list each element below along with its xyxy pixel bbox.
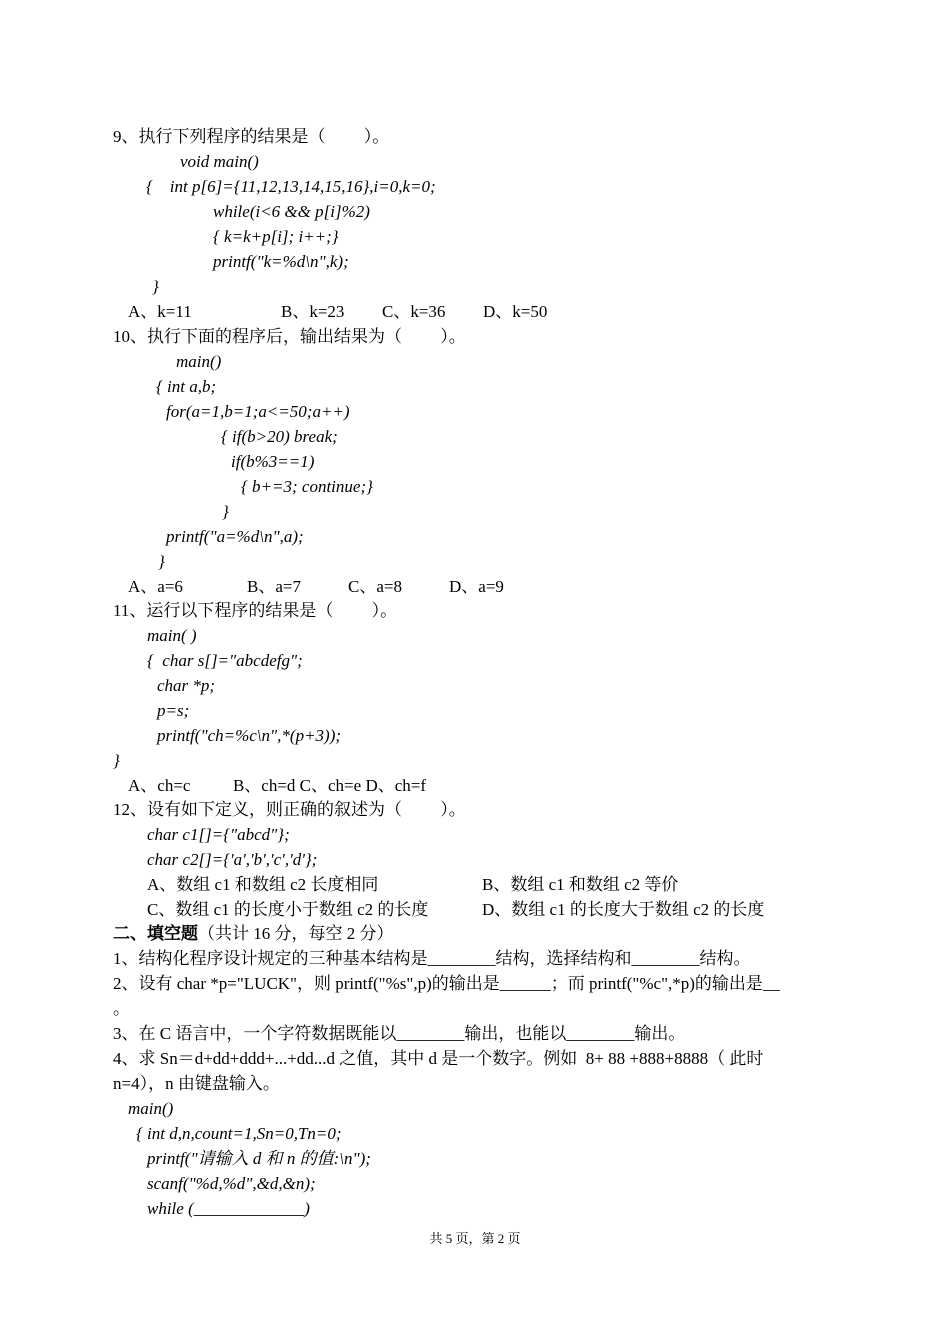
option-a: A、数组 c1 和数组 c2 长度相同 — [147, 875, 379, 894]
option-a: A、a=6 — [128, 577, 183, 596]
option-d: D、a=9 — [449, 577, 504, 596]
code-line: printf("ch=%c\n",*(p+3)); — [157, 726, 342, 745]
question-10-title: 10、执行下面的程序后，输出结果为（ ）。 — [113, 327, 466, 346]
code-line: main( ) — [147, 626, 197, 645]
fill-item-4: 4、求 Sn＝d+dd+ddd+...+dd...d 之值，其中 d 是一个数字。例如 8+ 88 +888+8888（ 此时 — [113, 1049, 764, 1068]
fill-item-1: 1、结构化程序设计规定的三种基本结构是________结构，选择结构和________结构。 — [113, 949, 751, 968]
code-line: p=s; — [157, 701, 190, 720]
question-11-title: 11、运行以下程序的结果是（ ）。 — [113, 601, 398, 620]
option-b: B、k=23 — [281, 302, 345, 321]
code-line: main() — [128, 1099, 174, 1118]
code-line: } — [158, 552, 165, 571]
option-a: A、k=11 — [128, 302, 192, 321]
code-line: char *p; — [157, 676, 216, 695]
code-line: scanf("%d,%d",&d,&n); — [147, 1174, 316, 1193]
code-line: { int d,n,count=1,Sn=0,Tn=0; — [136, 1124, 342, 1143]
fill-item-3: 3、在 C 语言中，一个字符数据既能以________输出，也能以________输出。 — [113, 1024, 686, 1043]
section-note: （共计 16 分，每空 2 分） — [198, 924, 394, 943]
code-line: if(b%3==1) — [231, 452, 315, 471]
code-line: } — [222, 502, 229, 521]
code-line: void main() — [180, 152, 259, 171]
fill-item-2 — [113, 971, 780, 996]
fill-text: ；而 printf("%c",*p)的输出是 — [550, 974, 763, 993]
option-c: C、a=8 — [348, 577, 402, 596]
code-line: { b+=3; continue;} — [241, 477, 373, 496]
option-b: B、数组 c1 和数组 c2 等价 — [482, 875, 679, 894]
code-line: printf("a=%d\n",a); — [166, 527, 304, 546]
question-12-title: 12、设有如下定义，则正确的叙述为（ ）。 — [113, 800, 466, 819]
code-line: printf("k=%d\n",k); — [213, 252, 349, 271]
code-line: char c1[]={"abcd"}; — [147, 825, 290, 844]
code-line: for(a=1,b=1;a<=50;a++) — [166, 402, 350, 421]
code-line: char c2[]={'a','b','c','d'}; — [147, 850, 318, 869]
code-line: { char s[]="abcdefg"; — [147, 651, 303, 670]
code-line: while(i<6 && p[i]%2) — [213, 202, 370, 221]
option-c: C、k=36 — [382, 302, 446, 321]
code-line: main() — [176, 352, 222, 371]
question-9-title: 9、执行下列程序的结果是（ ）。 — [113, 127, 390, 146]
section-heading: 二、填空题 — [113, 924, 198, 943]
code-line: { int p[6]={11,12,13,14,15,16},i=0,k=0; — [146, 177, 436, 196]
option-d: D、数组 c1 的长度大于数组 c2 的长度 — [482, 900, 765, 919]
option-c: C、数组 c1 的长度小于数组 c2 的长度 — [147, 900, 429, 919]
answer-blank: ______ — [499, 974, 551, 993]
answer-blank: __ — [762, 974, 780, 993]
code-line: { k=k+p[i]; i++;} — [213, 227, 339, 246]
option-b: B、a=7 — [247, 577, 301, 596]
fill-text: 2、设有 char *p="LUCK"，则 printf("%s",p)的输出是 — [113, 974, 500, 993]
code-line: { int a,b; — [156, 377, 217, 396]
code-line: { if(b>20) break; — [221, 427, 338, 446]
code-line: while (_____________) — [147, 1199, 310, 1218]
code-line: } — [152, 277, 159, 296]
page-footer: 共 5 页，第 2 页 — [429, 1231, 521, 1246]
fill-item-4-cont: n=4），n 由键盘输入。 — [113, 1074, 280, 1093]
code-line: printf("请输入 d 和 n 的值:\n"); — [147, 1149, 371, 1168]
fill-item-2-tail: 。 — [113, 999, 130, 1018]
code-line: } — [113, 751, 120, 770]
option-d: D、k=50 — [483, 302, 548, 321]
options-line: A、ch=c B、ch=d C、ch=e D、ch=f — [128, 776, 427, 795]
section-2-header — [113, 921, 394, 946]
